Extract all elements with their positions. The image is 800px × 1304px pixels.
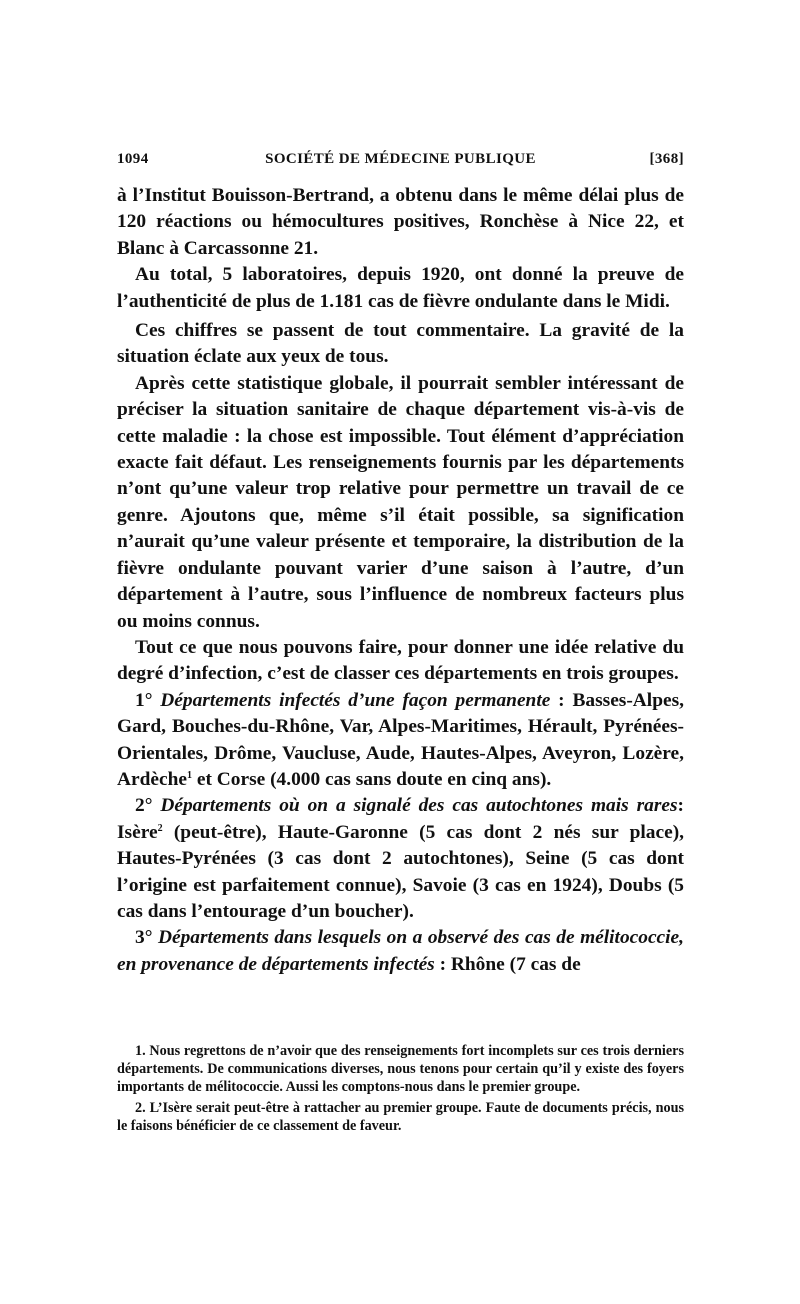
page-number: 1094	[117, 151, 149, 167]
paragraph-5: Tout ce que nous pouvons faire, pour donner une idée relative du degré d’infection, c’est de classer ces départements en trois groupes.	[117, 636, 684, 685]
footnote-2: 2. L’Isère serait peut-être à rattacher au premier groupe. Faute de documents précis, nous le faisons bénéficier de ce classement de faveur.	[117, 1099, 684, 1134]
main-text	[117, 183, 684, 978]
group-2-tail: (peut-être), Haute-Garonne (5 cas dont 2 nés sur place), Hautes-Pyrénées (3 cas dont 2 autochtones), Seine (5 cas dont l’origine est parfaitement connue), Savoie (3 cas en 1924), Doubs (5 cas dans l’entourage d’un boucher).	[117, 821, 684, 922]
group-3-list: : Rhône (7 cas de	[434, 953, 581, 975]
footnote-ref-2[interactable]: 2	[157, 822, 163, 834]
group-1-paragraph	[117, 688, 684, 794]
page-reference: [368]	[649, 151, 684, 167]
paragraph-4: Après cette statistique globale, il pourrait sembler intéressant de préciser la situation sanitaire de chaque département vis-à-vis de cette maladie : la chose est impossible. Tout élément d’appréciation exacte fait défaut. Les renseignements fournis par les départements n’ont qu’une valeur trop relative pour permettre un travail de ce genre. Ajoutons que, même s’il était possible, sa signification n’aurait qu’une valeur présente et temporaire, la distribution de la fièvre ondulante pouvant varier d’une saison à l’autre, d’un département à l’autre, sous l’influence de nombreux facteurs plus ou moins connus.	[117, 372, 684, 632]
running-title: SOCIÉTÉ DE MÉDECINE PUBLIQUE	[265, 151, 536, 167]
group-2-paragraph	[117, 793, 684, 925]
group-3-paragraph	[117, 925, 684, 978]
footnote-ref-1[interactable]: 1	[187, 769, 192, 781]
running-header	[117, 151, 684, 173]
group-1-tail: et Corse (4.000 cas sans doute en cinq ans).	[192, 768, 552, 790]
footnote-1: 1. Nous regrettons de n’avoir que des renseignements fort incomplets sur ces trois derniers départements. De communications diverses, nous tenons pour certain qu’il y existe des foyers importants de mélitococcie. Aussi les comptons-nous dans le premier groupe.	[117, 1043, 684, 1096]
footnotes	[117, 1042, 684, 1135]
paragraph-2: Au total, 5 laboratoires, depuis 1920, ont donné la preuve de l’authenticité de plus de 1.181 cas de fièvre ondulante dans le Midi.	[117, 264, 684, 312]
group-1-list: : Basses-Alpes, Gard, Bouches-du-Rhône, Var, Alpes-Maritimes, Hérault, Pyrénées-Orientales, Drôme, Vaucluse, Aude, Hautes-Alpes, Aveyron, Lozère, Ardèche	[117, 689, 684, 790]
group-1-number: 1°	[135, 689, 153, 711]
group-1-heading: Départements infectés d’une façon permanente	[160, 689, 551, 711]
group-2-heading: Départements où on a signalé des cas autochtones mais rares	[160, 795, 678, 817]
paragraph-3: Ces chiffres se passent de tout commentaire. La gravité de la situation éclate aux yeux de tous.	[117, 320, 684, 368]
paragraph-1: à l’Institut Bouisson-Bertrand, a obtenu dans le même délai plus de 120 réactions ou hémocultures positives, Ronchèse à Nice 22, et Blanc à Carcassonne 21.	[117, 185, 684, 259]
group-2-number: 2°	[135, 795, 153, 817]
group-2-list: : Isère	[117, 795, 684, 843]
group-3-heading: Départements dans lesquels on a observé des cas de mélitococcie, en provenance de départements infectés	[117, 927, 684, 975]
group-3-number: 3°	[135, 927, 153, 949]
